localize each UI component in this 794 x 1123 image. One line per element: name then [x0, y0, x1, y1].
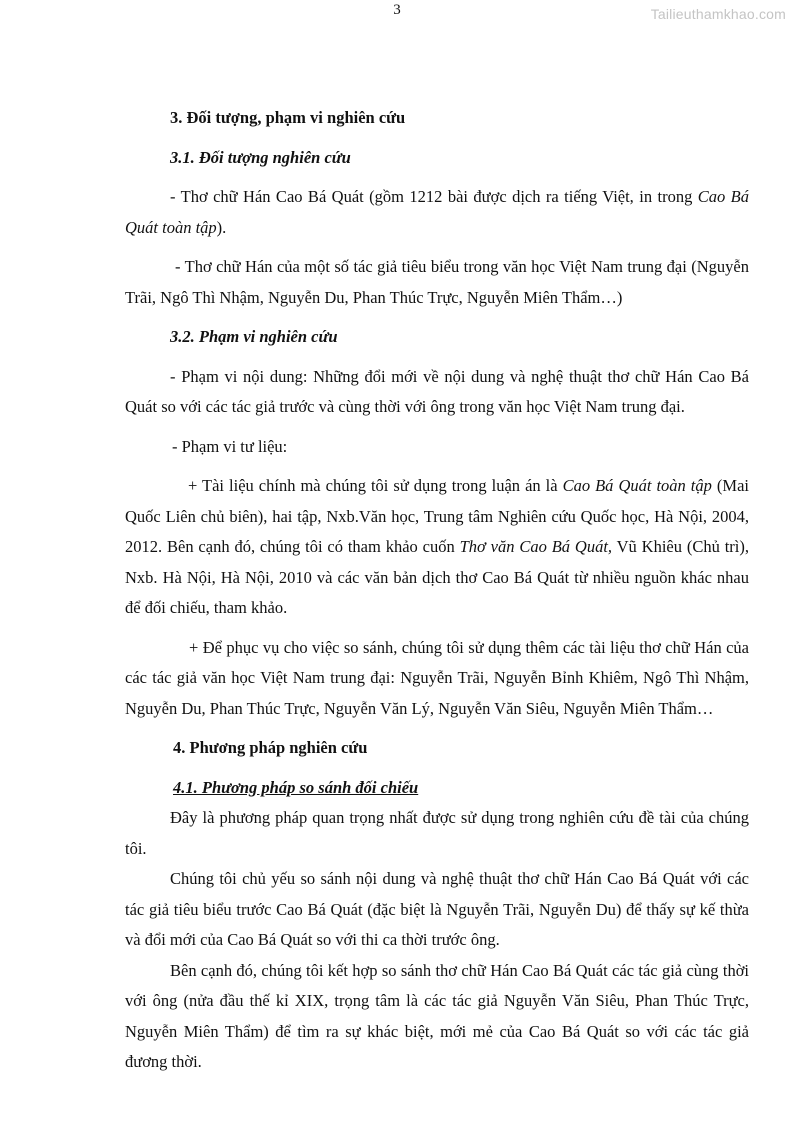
- paragraph-text: + Tài liệu chính mà chúng tôi sử dụng trong luận án là: [188, 476, 563, 495]
- paragraph-4-1-b: Chúng tôi chủ yếu so sánh nội dung và nghệ thuật thơ chữ Hán Cao Bá Quát với các tác giả tiêu biểu trước Cao Bá Quát (đặc biệt là Nguyễn Trãi, Nguyễn Du) để thấy sự kế thừa và đổi mới của Cao Bá Quát so với thi ca thời trước ông.: [125, 869, 749, 949]
- section-3-heading: 3. Đối tượng, phạm vi nghiên cứu: [170, 108, 406, 127]
- paragraph-text: ).: [216, 217, 227, 237]
- paragraph-text: Vũ Khiêu (Chủ trì), Nxb. Hà Nội, Hà Nội, 2010 và các văn bản dịch thơ Cao Bá Quát từ nhiều nguồn khác nhau để đối chiếu, tham khảo.: [125, 537, 749, 617]
- section-4-1-heading: [125, 773, 749, 804]
- paragraph-3-2-a: - Phạm vi nội dung: Những đổi mới về nội dung và nghệ thuật thơ chữ Hán Cao Bá Quát so với các tác giả trước và cùng thời với ông trong văn học Việt Nam trung đại.: [125, 366, 749, 416]
- section-4-heading: 4. Phương pháp nghiên cứu: [173, 738, 368, 757]
- book-title: Cao Bá Quát toàn tập: [562, 476, 712, 495]
- section-3-2-heading: 3.2. Phạm vi nghiên cứu: [170, 327, 338, 346]
- paragraph-3-1-b: - Thơ chữ Hán của một số tác giả tiêu biểu trong văn học Việt Nam trung đại (Nguyễn Trãi, Ngô Thì Nhậm, Nguyễn Du, Phan Thúc Trực, Nguyễn Miên Thẩm…): [125, 257, 749, 307]
- paragraph-3-1-a: [125, 182, 749, 243]
- page-number: 3: [393, 2, 401, 18]
- book-title: Thơ văn Cao Bá Quát,: [459, 537, 613, 556]
- paragraph-3-2-d: + Để phục vụ cho việc so sánh, chúng tôi sử dụng thêm các tài liệu thơ chữ Hán của các tác giả văn học Việt Nam trung đại: Nguyễn Trãi, Nguyễn Bỉnh Khiêm, Ngô Thì Nhậm, Nguyễn Du, Phan Thúc Trực, Nguyễn Văn Lý, Nguyễn Văn Siêu, Nguyễn Miên Thẩm…: [125, 637, 749, 718]
- section-4-1-heading-text: 4.1. Phương pháp so sánh đối chiếu: [173, 777, 419, 797]
- book-title: Cao Bá Quát toàn tập: [125, 187, 749, 237]
- paragraph-4-1-a: Đây là phương pháp quan trọng nhất được sử dụng trong nghiên cứu đề tài của chúng tôi.: [125, 808, 749, 858]
- section-3-1-heading: 3.1. Đối tượng nghiên cứu: [170, 147, 351, 167]
- paragraph-4-1-c: Bên cạnh đó, chúng tôi kết hợp so sánh thơ chữ Hán Cao Bá Quát các tác giả cùng thời với ông (nửa đầu thế kỉ XIX, trọng tâm là các tác giả Nguyễn Văn Siêu, Phan Thúc Trực, Nguyễn Miên Thẩm) để tìm ra sự khác biệt, mới mẻ của Cao Bá Quát so với các tác giả đương thời.: [125, 960, 749, 1071]
- paragraph-3-2-b: - Phạm vi tư liệu:: [172, 436, 288, 456]
- paragraph-text: (Mai Quốc Liên chủ biên), hai tập, Nxb.Văn học, Trung tâm Nghiên cứu Quốc học, Hà Nội, 2004, 2012. Bên cạnh đó, chúng tôi có tham khảo cuốn: [125, 476, 749, 556]
- paragraph-3-2-c: [125, 471, 749, 624]
- paragraph-text: - Thơ chữ Hán Cao Bá Quát (gồm 1212 bài được dịch ra tiếng Việt, in trong: [170, 187, 698, 206]
- document-body: [125, 103, 749, 1078]
- watermark: Tailieuthamkhao.com: [650, 6, 786, 22]
